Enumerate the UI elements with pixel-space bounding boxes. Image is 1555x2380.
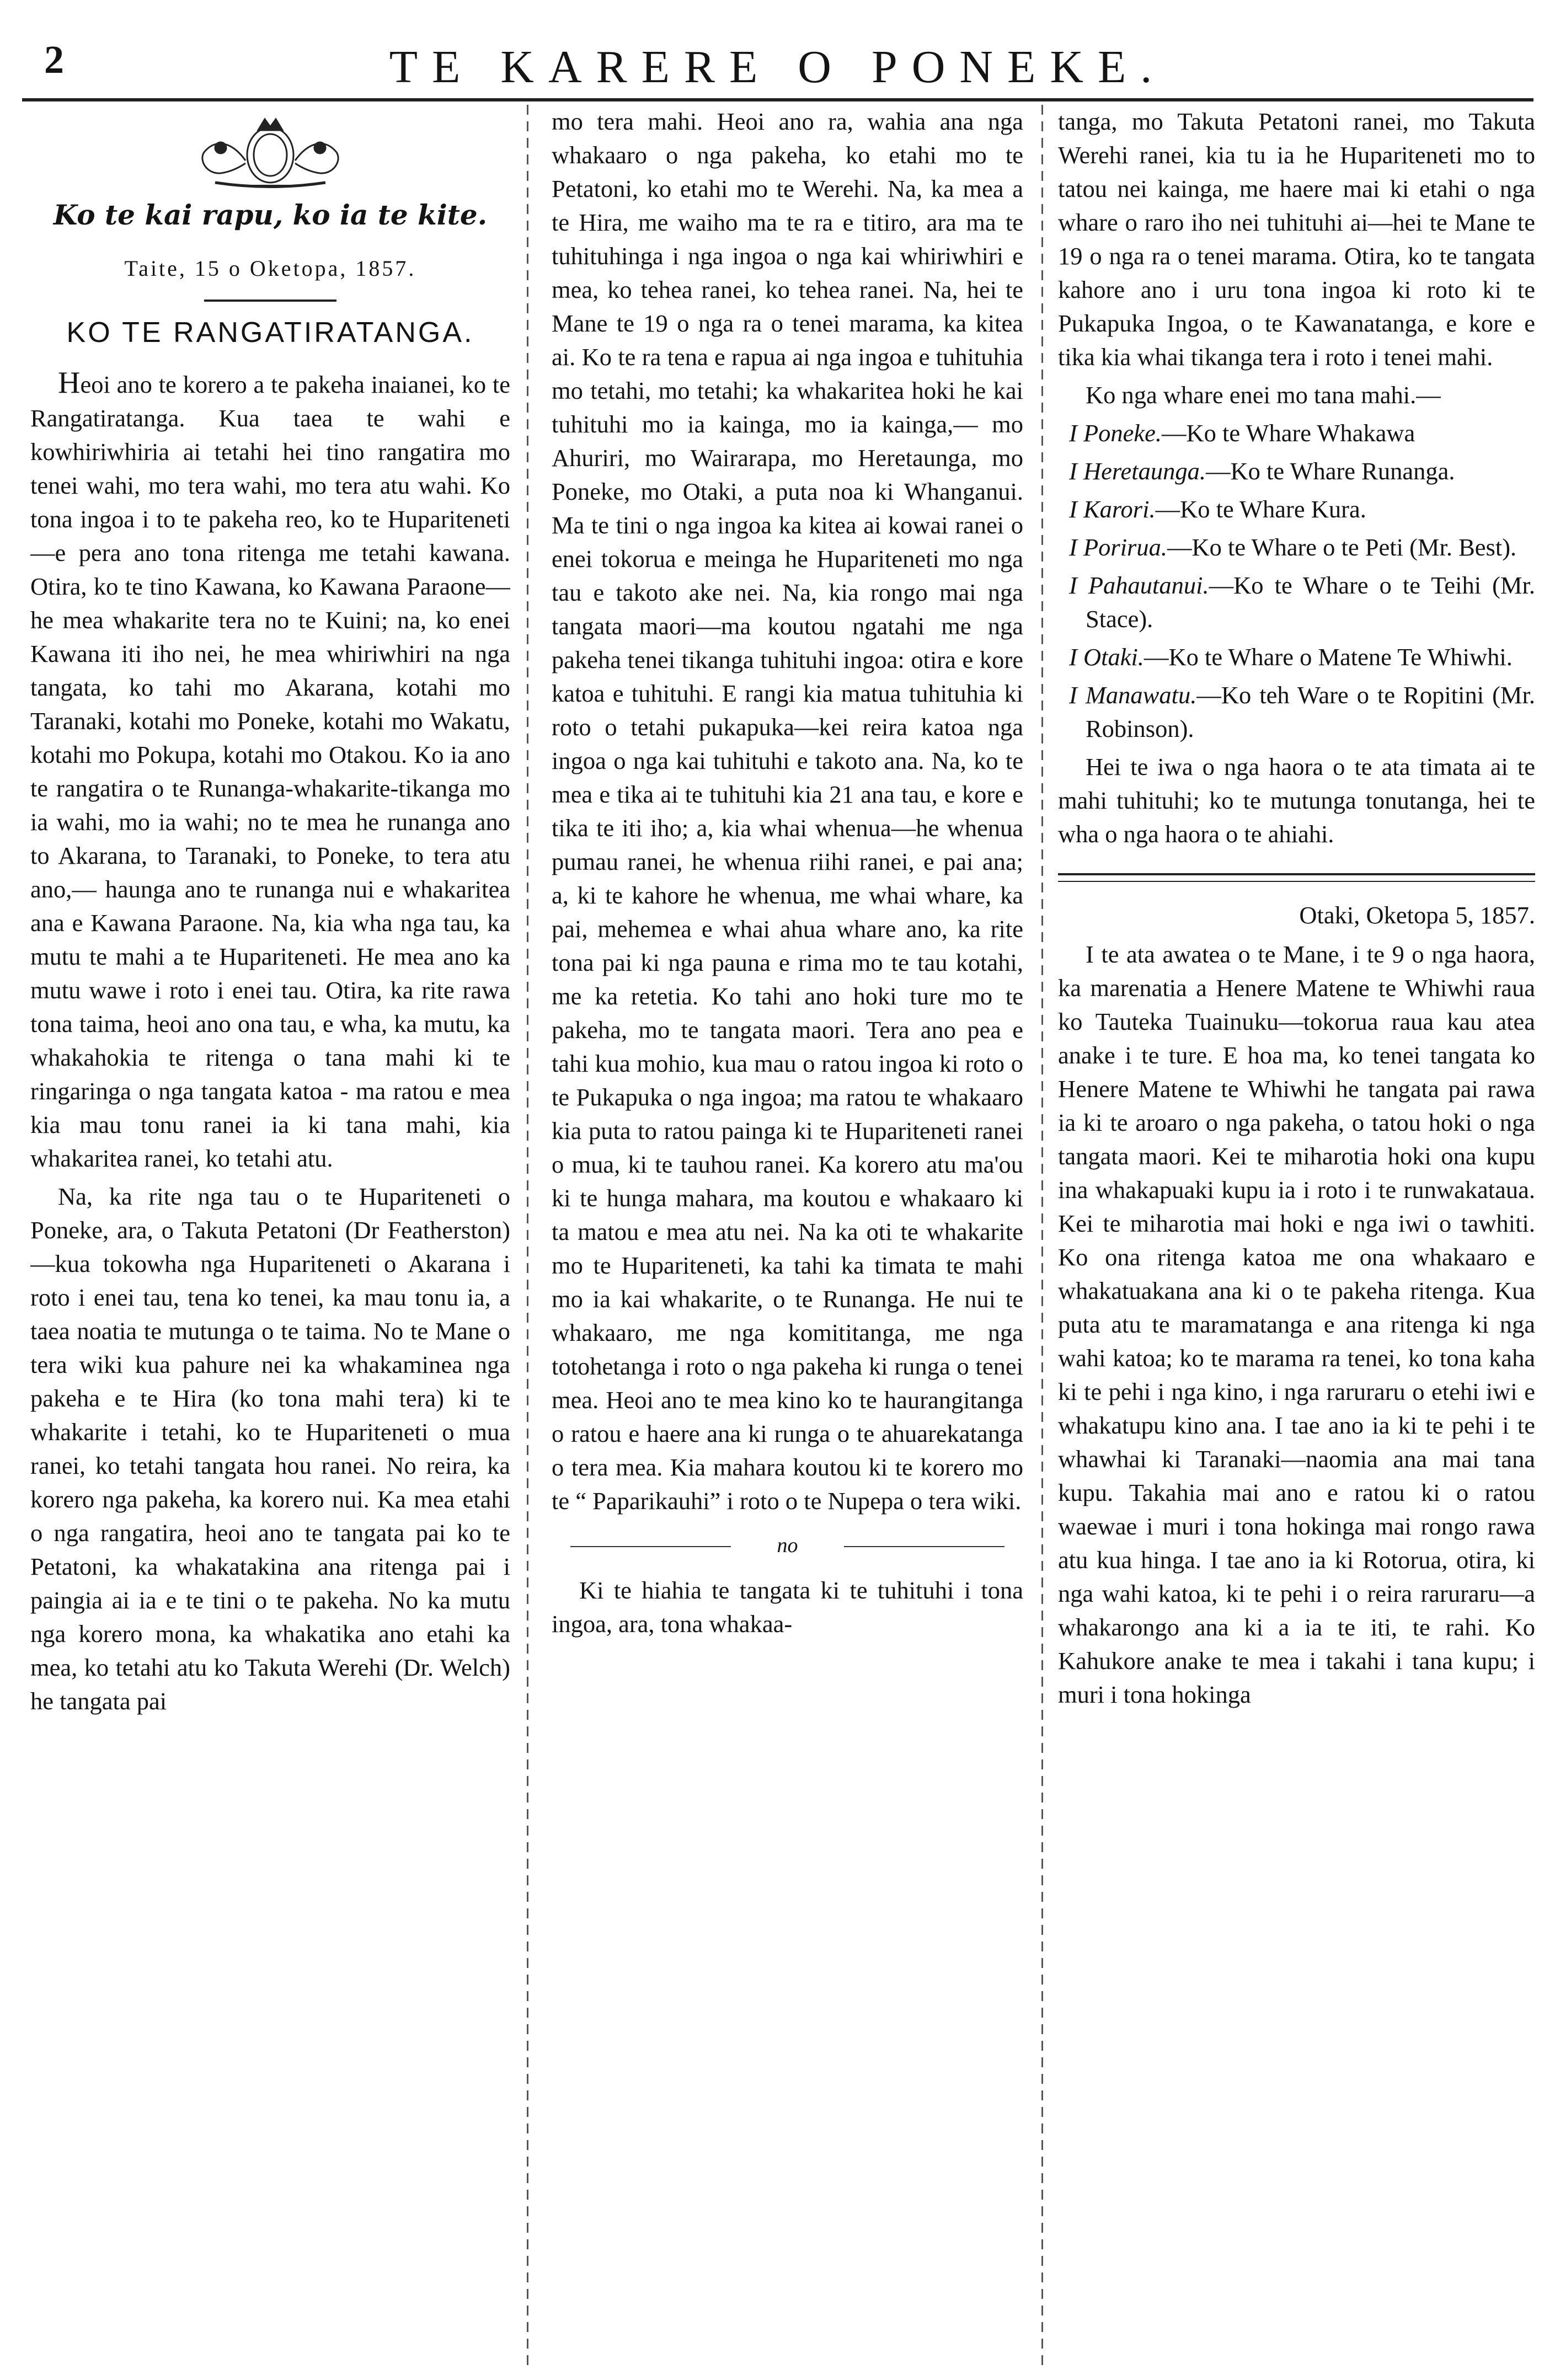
- page-number: 2: [44, 38, 64, 82]
- place-detail: —Ko te Whare o Matene Te Whiwhi.: [1143, 643, 1513, 671]
- column-divider: [1041, 105, 1043, 2366]
- section-rule: [1058, 873, 1535, 882]
- article-paragraph: Na, ka rite nga tau o te Hupariteneti o Poneke, ara, o Takuta Petatoni (Dr Featherston)—kua tokowha nga Hupariteneti o Akarana i roto i enei tau, tena ko tenei, ka mau tonu ia, a taea noatia te mutunga o te taima. No te Mane o tera wiki kua pahure nei ka whakaminea nga pakeha e te Hira (ko tona mahi tera) ki te whakarite i tetahi, ko te Hupariteneti o mua ranei, ko tetahi tangata hou ranei. No reira, ka korero nga pakeha, ka korero nui. Ka mea etahi o nga rangatira, heoi ano te tangata pai ko te Petatoni, ka whakatakina ana ritenga pai i paingia ai ia e te tini o te pakeha. No ka mutu nga korero mona, ka whakatika ano etahi ka mea, ko tetahi atu ko Takuta Werehi (Dr. Welch) he tangata pai: [30, 1183, 510, 1715]
- royal-crest-icon: [132, 108, 408, 191]
- place-detail: —Ko te Whare o te Peti (Mr. Best).: [1167, 533, 1517, 561]
- list-intro: Ko nga whare enei mo tana mahi.—: [1086, 381, 1441, 409]
- header-rule: [22, 98, 1533, 101]
- article-paragraph: mo tera mahi. Heoi ano ra, wahia ana nga whakaaro o nga pakeha, ko etahi mo te Petatoni, ko etahi mo te Werehi. Na, ka mea a te Hira, me waiho ma te ra e titiro, ara ma te tuhituhinga i nga ingoa o nga kai whiriwhiri e mea, ko tehea ranei, ko tehea ranei. Na, hei te Mane te 19 o nga ra o tenei marama, ka kitea ai. Ko te ra tena e rapua ai nga ingoa e tuhituhia mo tetahi, mo tetahi; ka whakaritea hoki he kai tuhituhi mo ia kainga, mo ia kainga,— mo Ahuriri, mo Wairarapa, mo Heretaunga, mo Poneke, mo Otaki, a puta noa ki Whanganui. Ma te tini o nga ingoa ka kitea ai kowai ranei o enei tokorua e meinga he Hupariteneti mo nga tau e takoto ake nei. Na, kia rongo mai nga tangata maori—ma koutou ngatahi me nga pakeha tenei tikanga tuhituhi ingoa: otira e kore katoa e tuhituhi. E rangi kia matua tuhituhia ki roto o tetahi pukapuka—kei reira katoa nga ingoa o nga kai tuhituhi e takoto ana. Na, ko te mea e tika ai te tuhituhi kia 21 ana tau, e kore e tika te iti iho; a, kia whai whenua—he whenua pumau ranei, he whenua riihi ranei, e pai ana; a, ki te kahore he whenua, me whai whare, ka pai, mehemea e whai ahua whare ano, ka rite tona pai ki nga pauna e rima mo te tau kotahi, me ka retetia. Ko tahi ano hoki ture mo te pakeha, mo te tangata maori. Tera ano pea e tahi kua mohio, kua mau o ratou ingoa ki roto o te Pukapuka o nga ingoa; ma ratou te whakaaro kia puta to ratou painga ki te Hupariteneti ranei o mua, ki te tauhou ranei. Ka korero atu ma'ou ki te hunga mahara, ma koutou e whakaaro ki ta matou e mea atu nei. Na ka oti te whakarite mo te Hupariteneti, ka tahi ka timata te mahi mo ia kai whakarite, o te Runanga. He nui te whakaaro, me nga komititanga, me nga totohetanga i roto o nga pakeha ki runga o tenei mea. Heoi ano te mea kino ko te haurangitanga o ratou e haere ana ki runga o te ahuarekatanga o tera mea. Kia mahara koutou ki te korero mo te “ Paparikauhi” i roto o te Nupepa o tera wiki.: [552, 108, 1023, 1515]
- place-name: I Porirua.: [1069, 533, 1167, 561]
- article-paragraph: I te ata awatea o te Mane, i te 9 o nga haora, ka marenatia a Henere Matene te Whiwhi raua ko Tauteka Tuainuku—tokorua raua kau atea anake i te ture. E hoa ma, ko tenei tangata ko Henere Matene te Whiwhi he tangata pai rawa ia ki te aroaro o nga pakeha, o tatou hoki o nga tangata maori. Kei te miharotia hoki ona kupu ina whakapuaki kupu ia i roto i te runwakataua. Kei te miharotia mai hoki e nga iwi o tawhiti. Ko ona ritenga katoa me ona whakaaro e whakatuakana ana ki o te pakeha ritenga. Kua puta atu te maramatanga e ana ritenga ki nga wahi katoa; ko te marama ra tenei, ko tona kaha ki te pehi i nga kino, i nga raruraru o etehi iwi e whakatupu kino ana. I tae ano ia ki te pehi i te whawhai ki Taranaki—naomia ana mai tana kupu. Takahia mai ano e ratou ki o ratou waewae i muri i tona hokinga mai rongo rawa atu kua hinga. I tae ano ia ki Rotorua, otira, ki nga wahi katoa, ki te pehi i o reira raruraru—a whakarongo ana ki a ia te iti, te rahi. Ko Kahukore anake te mea i takahi i tana kupu; i muri i tona hokinga: [1058, 940, 1535, 1708]
- newspaper-title: TE KARERE O PONEKE.: [389, 41, 1167, 93]
- section-separator: no: [552, 1529, 1023, 1563]
- place-name: I Poneke.: [1069, 419, 1162, 447]
- section-rule: [204, 299, 336, 302]
- article-paragraph: Heoi ano te korero a te pakeha inaianei, ko te Rangatiratanga. Kua taea te wahi e kowhiriwhiria ai tetahi hei tino rangatira mo tenei wahi, mo tera wahi, mo tera atu wahi. Ko tona ingoa i to te pakeha reo, ko te Hupariteneti—e pera ano tona ritenga me tetahi kawana. Otira, ko te tino Kawana, ko Kawana Paraone—he mea whakarite tera no te Kuini; na, ko enei Kawana iti iho nei, he mea whiriwhiri na nga tangata, ko tahi mo Akarana, kotahi mo Taranaki, kotahi mo Poneke, kotahi mo Wakatu, kotahi mo Pokupa, kotahi mo Otakou. Ko ia ano te rangatira o te Runanga-whakarite-tikanga mo ia wahi, mo ia wahi; no te mea he runanga ano to Akarana, to Taranaki, to Poneke, to tera atu ano,— haunga ano te runanga nui e whakaritea ana e Kawana Paraone. Na, kia wha nga tau, ka mutu te mahi a te Hupariteneti. He mea ano ka mutu wawe i roto i enei tau. Otira, ka rite rawa tona taima, heoi ano ona tau, e wha, ka mutu, ka whakahokia te ritenga o tana mahi ki te ringaringa o nga tangata katoa - ma ratou e mea kia mau tonu ranei ia ki tana mahi, kia whakaritea ranei, ko tetahi atu.: [30, 366, 510, 1172]
- list-item: [1058, 678, 1535, 746]
- list-item: [1058, 454, 1535, 488]
- motto: Ko te kai rapu, ko ia te kite.: [53, 199, 488, 231]
- article-paragraph: Hei te iwa o nga haora o te ata timata ai te mahi tuhituhi; ko te mutunga tonutanga, hei te wha o nga haora o te ahiahi.: [1058, 753, 1535, 848]
- list-item: [1058, 640, 1535, 674]
- place-name: I Otaki.: [1069, 643, 1144, 671]
- place-name: I Heretaunga.: [1069, 457, 1206, 485]
- place-name: I Pahautanui.: [1069, 571, 1209, 599]
- column-divider: [527, 105, 528, 2366]
- list-item: [1058, 531, 1535, 564]
- article-heading: KO TE RANGATIRATANGA.: [66, 317, 474, 349]
- place-detail: —Ko te Whare Runanga.: [1206, 457, 1455, 485]
- place-detail: —Ko te Whare o te Teihi (Mr. Stace).: [1086, 571, 1535, 633]
- place-detail: —Ko teh Ware o te Ropitini (Mr. Robinson).: [1086, 681, 1535, 742]
- place-detail: —Ko te Whare Whakawa: [1162, 419, 1415, 447]
- letter-dateline: Otaki, Oketopa 5, 1857.: [1299, 901, 1535, 929]
- place-detail: —Ko te Whare Kura.: [1155, 495, 1366, 523]
- place-name: I Manawatu.: [1069, 681, 1197, 709]
- polling-places-list: [1058, 416, 1535, 746]
- article-paragraph: Ki te hiahia te tangata ki te tuhituhi i tona ingoa, ara, tona whakaa-: [552, 1576, 1023, 1638]
- place-name: I Karori.: [1069, 495, 1156, 523]
- list-item: [1058, 416, 1535, 450]
- masthead: [22, 17, 1533, 93]
- list-item: [1058, 569, 1535, 636]
- column-3: [1058, 105, 1535, 2372]
- article-paragraph: tanga, mo Takuta Petatoni ranei, mo Takuta Werehi ranei, kia tu ia he Hupariteneti mo to tatou nei kainga, me haere mai ki etahi o nga whare o raro iho nei tuhituhi ai—hei te Mane te 19 o nga ra o tenei marama. Otira, ko te tangata kahore ano i uru tona ingoa ki roto ki te Pukapuka Ingoa, o te Kawanatanga, e kore e tika kia whai tikanga tera i roto i tenei mahi.: [1058, 108, 1535, 371]
- column-1: [30, 105, 510, 2372]
- issue-dateline: Taite, 15 o Oketopa, 1857.: [124, 256, 416, 281]
- column-2: [552, 105, 1023, 2372]
- list-item: [1058, 493, 1535, 526]
